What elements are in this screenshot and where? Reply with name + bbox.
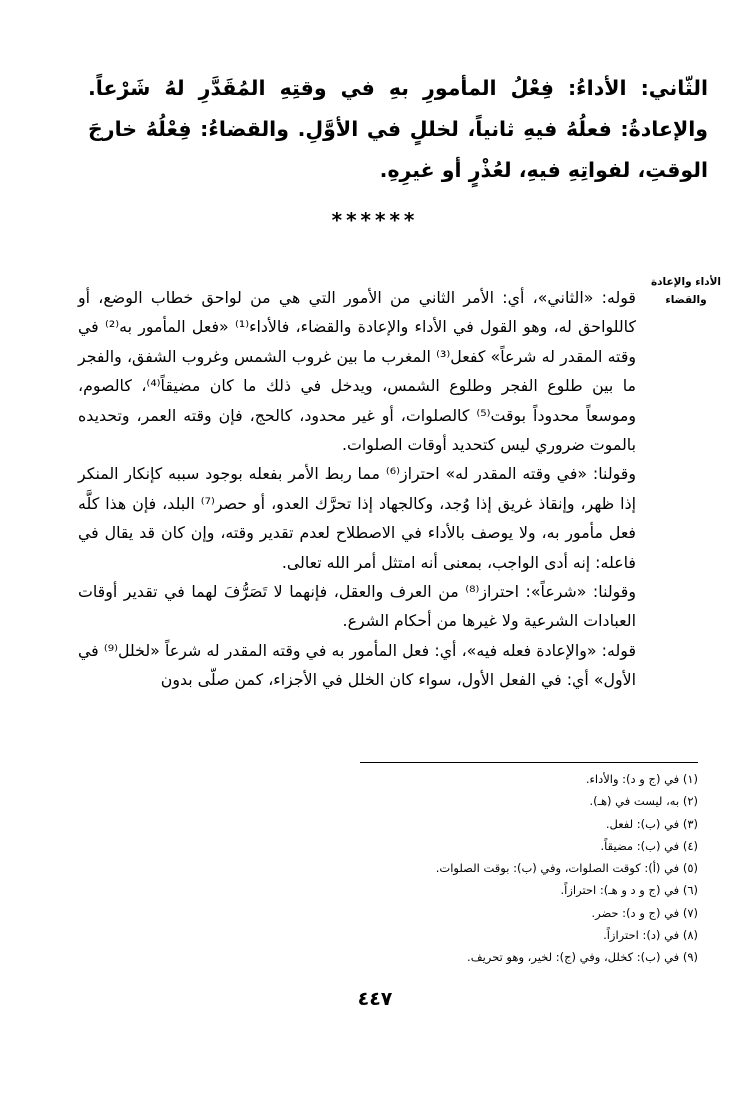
page-number: ٤٤٧ xyxy=(357,988,393,1010)
commentary-paragraph: قوله: «والإعادة فعله فيه»، أي: فعل المأمور به في وقته المقدر له شرعاً «لخلل⁽⁹⁾ في الأول» أي: في الفعل الأول، سواء كان الخلل في الأجزاء، كمن صلّى بدون xyxy=(78,640,636,690)
commentary-paragraph: وقولنا: «شرعاً»: احتراز⁽⁸⁾ من العرف والعقل، فإنهما لا تَصَرُّفَ لهما في تقدير أوقات العبادات الشرعية ولا غيرها من أحكام الشرع. xyxy=(78,582,636,631)
footnote: (٧) في (ج و د): حضر. xyxy=(591,905,698,920)
footnote: (٣) في (ب): لفعل. xyxy=(605,816,698,831)
footnote: (٥) في (أ): كوقت الصلوات، وفي (ب): بوقت الصلوات. xyxy=(435,861,698,876)
commentary-paragraph: وقولنا: «في وقته المقدر له» احتراز⁽⁶⁾ مما ربط الأمر بفعله بوجود سببه كإنكار المنكر إذا ظهر، وإنقاذ غريق إذا وُجد، وكالجهاد إذا تحرَّك العدو، أو حصر⁽⁷⁾ البلد، فإن هذا كلَّه فعل مأمور به، ولا يوصف بالأداء في الاصطلاح لعدم تقدير وقته، وإن كان قد يقال في فاعله: إنه أدى الواجب، بمعنى أنه امتثل أمر الله تعالى. xyxy=(78,464,636,572)
main-text: الثّاني: الأداءُ: فِعْلُ المأمورِ بهِ في وقتِهِ المُقَدَّرِ لهُ شَرْعاً. والإعادةُ: فعلُهُ فيهِ ثانياً، لخللٍ في الأوَّلِ. والقضاءُ: فِعْلُهُ خارجَ الوقتِ، لفواتِهِ فيهِ، لعُذْرٍ أو غيرِهِ. xyxy=(88,76,708,182)
footnotes xyxy=(300,768,698,969)
footnote: (٢) به، ليست في (هـ). xyxy=(589,794,698,809)
footnote: (١) في (ج و د): والأداء. xyxy=(585,772,698,786)
section-separator: ****** xyxy=(331,208,419,232)
footnote: (٦) في (ج و د و هـ): احترازاً. xyxy=(560,883,698,898)
commentary-paragraph: قوله: «الثاني»، أي: الأمر الثاني من الأمور التي هي من لواحق خطاب الوضع، أو كاللواحق له، وهو القول في الأداء والإعادة والقضاء، فالأداء⁽¹⁾ «فعل المأمور به⁽²⁾ في وقته المقدر له شرعاً» كفعل⁽³⁾ المغرب ما بين غروب الشمس وغروب الشفق، والفجر ما بين طلوع الفجر وطلوع الشمس، ويدخل في ذلك ما كان مضيقاً⁽⁴⁾، كالصوم، وموسعاً محدوداً بوقت⁽⁵⁾ كالصلوات، أو غير محدود، كالحج، فإن وقته العمر، وتحديده بالموت ضروري ليس كتحديد أوقات الصلوات. xyxy=(78,288,637,455)
footnote-divider xyxy=(360,762,698,763)
footnote: (٩) في (ب): كخلل، وفي (ج): لخير، وهو تحريف. xyxy=(467,950,698,965)
footnote: (٨) في (د): احترازاً. xyxy=(603,928,698,943)
commentary xyxy=(78,283,636,695)
margin-note: الأداء والإعادة والقضاء xyxy=(650,276,722,306)
footnote: (٤) في (ب): مضيقاً. xyxy=(600,838,698,853)
